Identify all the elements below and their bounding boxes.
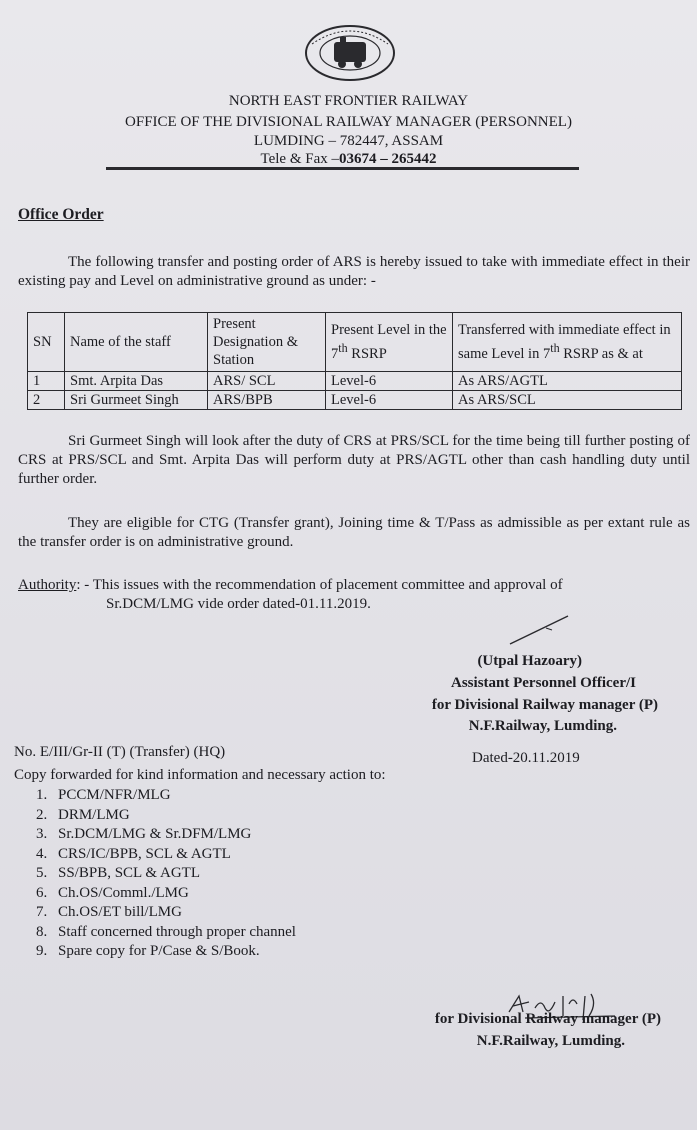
list-item: 1. PCCM/NFR/MLG [36,787,171,803]
intro-paragraph: The following transfer and posting order of ARS is hereby issued to take with immediate effect in their existing pay and Level on administrative ground as under: - [18,254,690,289]
header-transfer: Transferred with immediate effect in same Level in 7th RSRP as & at [453,313,682,372]
signatory-org: N.F.Railway, Lumding. [468,718,617,734]
footer-org: N.F.Railway, Lumding. [476,1033,625,1049]
tele-fax: Tele & Fax –03674 – 265442 [260,151,437,167]
header-designation: Present Designation & Station [208,313,326,372]
list-item: 5. SS/BPB, SCL & AGTL [36,865,200,881]
header-rule [106,167,579,170]
signatory-designation: Assistant Personnel Officer/I [451,675,636,691]
office-name: OFFICE OF THE DIVISIONAL RAILWAY MANAGER (PERSONNEL) [125,114,572,130]
table-header-row [28,313,682,372]
signature-mark [506,612,576,648]
copy-list [36,786,296,962]
header-sn: SN [28,313,65,372]
cell-name: Smt. Arpita Das [65,372,208,391]
cell-level: Level-6 [326,372,453,391]
list-item: 2. DRM/LMG [36,806,130,823]
footer-for: for Divisional Railway manager (P) [434,1011,661,1027]
copy-intro: Copy forwarded for kind information and necessary action to: [14,767,386,783]
table-row [28,391,682,410]
signatory-name: (Utpal Hazoary) [477,653,582,669]
list-item: 3. Sr.DCM/LMG & Sr.DFM/LMG [36,826,252,842]
header-level: Present Level in the 7th RSRP [326,313,453,372]
authority-label: Authority [18,577,77,593]
eligibility-paragraph: They are eligible for CTG (Transfer grant), Joining time & T/Pass as admissible as per extant rule as the transfer order is on administrative ground. [18,515,690,550]
signatory-for: for Divisional Railway manager (P) [431,697,658,713]
cell-sn: 2 [28,391,65,410]
list-item: 6. Ch.OS/Comml./LMG [36,884,189,901]
list-item: 9. Spare copy for P/Case & S/Book. [36,943,260,959]
authority-line: Authority: - This issues with the recommendation of placement committee and approval of [18,577,563,593]
cell-sn: 1 [28,372,65,391]
cell-level: Level-6 [326,391,453,410]
cell-transfer: As ARS/AGTL [453,372,682,391]
table-row [28,372,682,391]
indian-railways-logo [304,24,396,82]
staff-table [27,312,682,410]
page-title: Office Order [18,206,104,223]
header-name: Name of the staff [65,313,208,372]
cell-designation: ARS/ SCL [208,372,326,391]
cell-name: Sri Gurmeet Singh [65,391,208,410]
authority-line-2: Sr.DCM/LMG vide order dated-01.11.2019. [106,596,371,612]
list-item: 8. Staff concerned through proper channel [36,923,296,940]
office-address: LUMDING – 782447, ASSAM [253,133,444,149]
reference-date: Dated-20.11.2019 [472,750,580,766]
reference-number: No. E/III/Gr-II (T) (Transfer) (HQ) [14,744,226,760]
cell-designation: ARS/BPB [208,391,326,410]
duty-paragraph: Sri Gurmeet Singh will look after the duty of CRS at PRS/SCL for the time being till further posting of CRS at PRS/SCL and Smt. Arpita Das will perform duty at PRS/AGTL other than cash handling duty until further order. [18,433,690,487]
cell-transfer: As ARS/SCL [453,391,682,410]
list-item: 4. CRS/IC/BPB, SCL & AGTL [36,845,231,862]
list-item: 7. Ch.OS/ET bill/LMG [36,904,182,920]
org-name: NORTH EAST FRONTIER RAILWAY [228,93,469,109]
